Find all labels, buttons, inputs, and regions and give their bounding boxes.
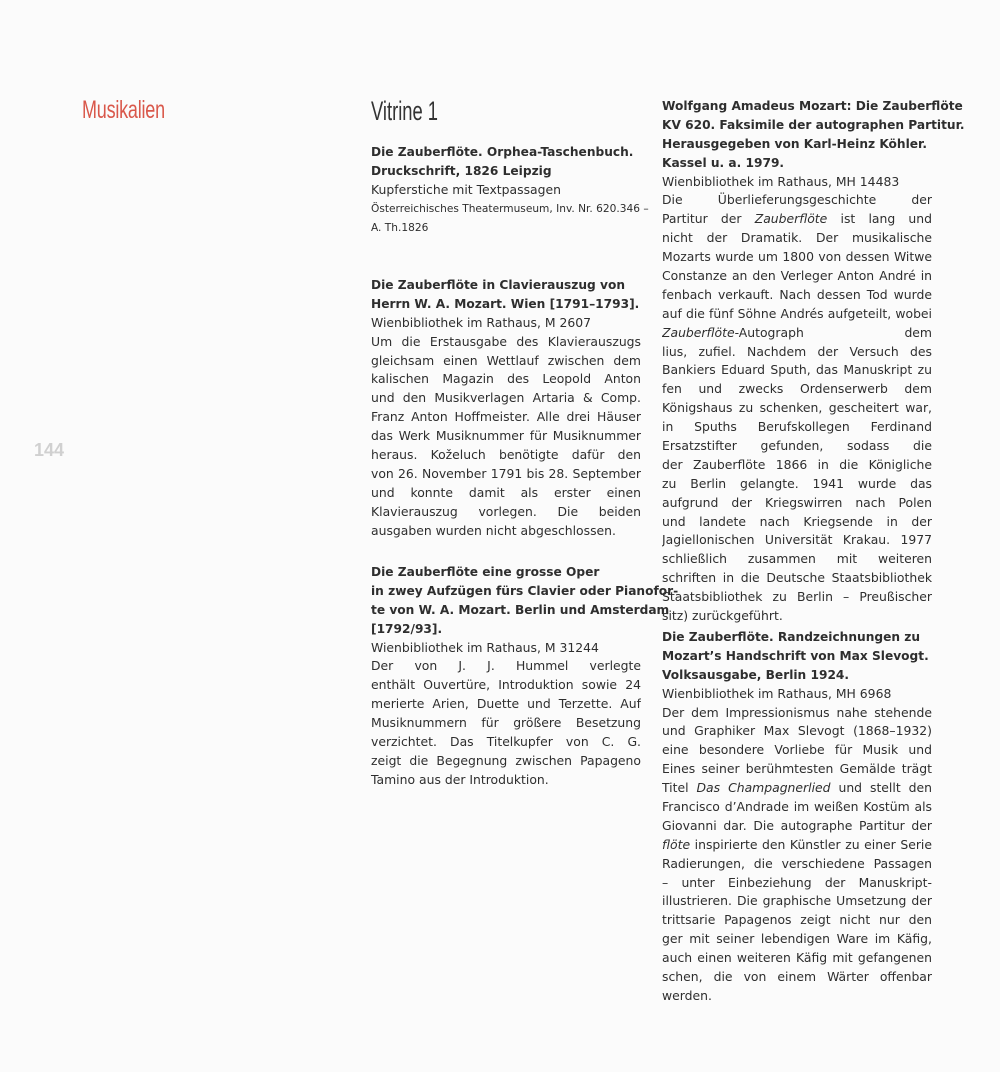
body-line: fen und zwecks Ordenserwerb dem (662, 381, 932, 397)
title-line: Die Zauberflöte. Orphea-Taschenbuch. (371, 145, 634, 159)
text-segment: Partitur der (662, 211, 755, 227)
body-line: zeigt die Begegnung zwischen Papageno (371, 752, 641, 768)
body-line: und landete nach Kriegsende in der (662, 513, 932, 529)
section-title: Musikalien (82, 96, 165, 124)
body-line: Die Überlieferungsgeschichte der (662, 192, 932, 208)
body-line (662, 779, 932, 798)
location-line: Österreichisches Theatermuseum, Inv. Nr. 620.346 – (371, 202, 649, 215)
body-line: trittsarie Papagenos zeigt nicht nur den (662, 912, 932, 928)
title-line: [1792/93]. (371, 621, 443, 636)
entry-title (371, 563, 679, 639)
body-line: enthält Ouvertüre, Introduktion sowie 24 (371, 677, 641, 693)
body-line (662, 836, 932, 855)
entry-location: Wienbibliothek im Rathaus, MH 14483 (662, 173, 900, 189)
title-line: te von W. A. Mozart. Berlin und Amsterdam (371, 602, 670, 617)
catalog-entry-orphea (371, 143, 649, 237)
body-line: Franz Anton Hoffmeister. Alle drei Häuser (371, 409, 641, 425)
body-line: Constanze an den Verleger Anton André in (662, 268, 932, 284)
catalog-entry-clavierauszug-wien (371, 276, 641, 540)
body-line (662, 324, 932, 343)
title-line: Volksausgabe, Berlin 1924. (662, 667, 850, 682)
body-line (662, 817, 932, 836)
title-line: Die Zauberflöte eine grosse Oper (371, 565, 600, 579)
text-segment: und stellt den (838, 780, 932, 796)
entry-subtitle: Kupferstiche mit Textpassagen (371, 181, 561, 197)
body-line: illustrieren. Die graphische Umsetzung der (662, 893, 932, 909)
body-line: und konnte damit als erster einen (371, 484, 641, 500)
italic-title: flöte (662, 836, 691, 852)
body-line: Jagiellonischen Universität Krakau. 1977 (662, 532, 932, 548)
body-line: ausgaben wurden nicht abgeschlossen. (371, 522, 616, 538)
text-segment: Giovanni dar. Die autographe Partitur der (662, 817, 932, 833)
entry-title (371, 143, 641, 181)
location-line: A. Th.1826 (371, 221, 429, 234)
body-line: kalischen Magazin des Leopold Anton (371, 371, 641, 387)
body-line: Der von J. J. Hummel verlegte (371, 658, 641, 674)
entry-location: Wienbibliothek im Rathaus, MH 6968 (662, 685, 892, 701)
title-line: in zwey Aufzügen fürs Clavier oder Pianofor- (371, 583, 679, 598)
title-line: Herausgegeben von Karl-Heinz Köhler. (662, 136, 927, 151)
body-line: und Graphiker Max Slevogt (1868–1932) (662, 723, 932, 739)
body-line: sitz) zurückgeführt. (662, 608, 783, 624)
body-line: zu Berlin gelangte. 1941 wurde das (662, 475, 932, 491)
italic-title: Zauberflöte (662, 324, 735, 340)
body-line: auch einen weiteren Käfig mit gefangenen (662, 950, 932, 966)
body-line: Ersatzstifter gefunden, sodass die (662, 438, 932, 454)
body-line: – unter Einbeziehung der Manuskript- (662, 874, 932, 890)
body-line: ger mit seiner lebendigen Ware im Käfig, (662, 931, 932, 947)
text-segment: ist lang und (840, 211, 932, 227)
body-line: Mozarts wurde um 1800 von dessen Witwe (662, 249, 932, 265)
vitrine-heading: Vitrine 1 (371, 96, 439, 126)
body-line (662, 210, 932, 229)
italic-title: Das Champagnerlied (696, 780, 831, 796)
italic-title: Zauberflöte (754, 211, 828, 227)
catalog-entry-grosse-oper (371, 563, 679, 790)
entry-description (371, 657, 641, 789)
body-line: nicht der Dramatik. Der musikalische (662, 230, 932, 246)
body-line: schließlich zusammen mit weiteren (662, 551, 932, 567)
body-line: fenbach verkauft. Nach dessen Tod wurde (662, 286, 932, 302)
body-line: schriften in die Deutsche Staatsbibliothek (662, 570, 932, 586)
body-line: schen, die von einem Wärter offenbar (662, 969, 932, 985)
entry-description (371, 333, 641, 541)
body-line: das Werk Musiknummer für Musiknummer (371, 428, 641, 444)
body-line: merierte Arien, Duette und Terzette. Auf (371, 696, 641, 712)
body-line: verzichtet. Das Titelkupfer von C. G. (371, 734, 641, 750)
body-line: Eines seiner berühmtesten Gemälde trägt (662, 761, 932, 777)
body-line: Staatsbibliothek zu Berlin – Preußischer (662, 589, 932, 605)
title-line: Druckschrift, 1826 Leipzig (371, 163, 552, 178)
body-line: Musiknummern für größere Besetzung (371, 715, 641, 731)
entry-title (662, 97, 965, 173)
catalog-entry-slevogt (662, 628, 932, 1006)
body-line: heraus. Koželuch benötigte dafür den (371, 447, 641, 463)
body-line: der Zauberflöte 1866 in die Königliche (662, 456, 932, 472)
title-line: Wolfgang Amadeus Mozart: Die Zauberflöte (662, 99, 963, 113)
body-line: werden. (662, 987, 712, 1003)
body-line: Bankiers Eduard Sputh, das Manuskript zu (662, 362, 932, 378)
title-line: KV 620. Faksimile der autographen Partitur. (662, 117, 965, 132)
body-line: Der dem Impressionismus nahe stehende (662, 704, 932, 720)
body-line: eine besondere Vorliebe für Musik und (662, 742, 932, 758)
page-number: 144 (34, 440, 65, 460)
title-line: Mozart’s Handschrift von Max Slevogt. (662, 648, 929, 663)
body-line: Francisco d’Andrade im weißen Kostüm als (662, 799, 932, 815)
entry-location (371, 200, 649, 238)
body-line: Um die Erstausgabe des Klavierauszugs (371, 333, 641, 349)
body-line: und den Musikverlagen Artaria & Comp. (371, 390, 641, 406)
body-line: aufgrund der Kriegswirren nach Polen (662, 494, 932, 510)
body-line: in Spuths Berufskollegen Ferdinand (662, 419, 932, 435)
entry-description (662, 191, 932, 625)
title-line: Die Zauberflöte. Randzeichnungen zu (662, 630, 921, 644)
title-line: Herrn W. A. Mozart. Wien [1791–1793]. (371, 296, 640, 311)
text-segment: inspirierte den Künstler zu einer Serie (694, 836, 932, 852)
entry-title (662, 628, 932, 685)
entry-location: Wienbibliothek im Rathaus, M 31244 (371, 639, 599, 655)
body-line: Radierungen, die verschiedene Passagen (662, 855, 932, 871)
body-line: auf die fünf Söhne Andrés aufgeteilt, wobei (662, 305, 932, 321)
entry-title (371, 276, 641, 314)
text-segment: Titel (662, 780, 697, 796)
body-line: lius, zufiel. Nachdem der Versuch des (662, 343, 932, 359)
entry-location: Wienbibliothek im Rathaus, M 2607 (371, 314, 592, 330)
body-line: von 26. November 1791 bis 28. September (371, 465, 641, 481)
body-line: Königshaus zu schenken, gescheitert war, (662, 400, 932, 416)
title-line: Die Zauberflöte in Clavierauszug von (371, 278, 626, 292)
body-line: gleichsam einen Wettlauf zwischen dem (371, 352, 641, 368)
entry-description (662, 704, 932, 1006)
title-line: Kassel u. a. 1979. (662, 155, 785, 170)
body-line: Klavierauszug vorlegen. Die beiden (371, 503, 641, 519)
text-segment: -Autograph dem (734, 324, 932, 340)
catalog-entry-faksimile (662, 97, 965, 626)
body-line: Tamino aus der Introduktion. (371, 771, 549, 787)
